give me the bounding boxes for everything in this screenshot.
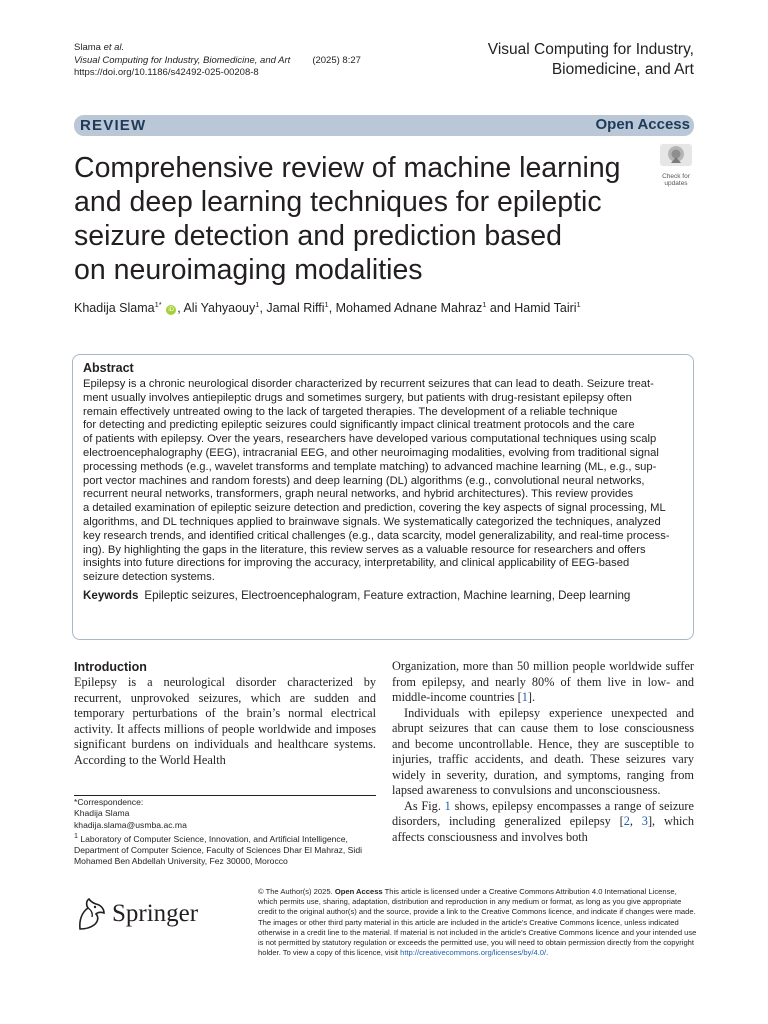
author-name: Ali Yahyaouy bbox=[183, 301, 256, 316]
intro-paragraph: Epilepsy is a neurological disorder characterized by recurrent, unprovoked seizures, which are sudden and temporary perturbations of the brain’s normal electrical activity. It affects millions of people worldwide and imposes significant burdens on individuals and healthcare systems. According to the World Health bbox=[74, 675, 376, 767]
license-statement: © The Author(s) 2025. Open Access This article is licensed under a Creative Commons Attribution 4.0 International License, which permits use, sharing, adaptation, distribution and reproduction in any medium or format, as long as you give appropriate credit to the original author(s) and the source, provide a link to the Creative Commons licence, and indicate if changes were made. The images or other third party material in this article are included in the article’s Creative Commons licence, unless indicated otherwise in a credit line to the material. If material is not included in the article’s Creative Commons licence and your intended use is not permitted by statutory regulation or exceeds the permitted use, you will need to obtain permission directly from the copyright holder. To view a copy of this licence, visit http://creativecommons.org/licenses/by/4.0/. bbox=[258, 887, 697, 958]
keywords-label: Keywords bbox=[83, 588, 139, 602]
abstract-line: electroencephalography (EEG), intracranial EEG, and other neuroimaging modalities, evolving from traditional signal bbox=[83, 446, 659, 459]
author-name: Mohamed Adnane Mahraz bbox=[335, 301, 483, 316]
author-affiliation-sup: 1 bbox=[255, 300, 260, 309]
abstract-text bbox=[83, 378, 683, 585]
abstract-line: a detailed examination of epileptic seizure detection and prediction, covering the key aspects of signal processing, ML bbox=[83, 502, 666, 515]
author-name: Hamid Tairi bbox=[514, 301, 577, 316]
abstract-line: for detecting and predicting epileptic seizures could significantly impact clinical treatment protocols and the care bbox=[83, 419, 635, 432]
citation-link[interactable]: 2 bbox=[623, 814, 630, 828]
citation-link[interactable]: 3 bbox=[641, 814, 648, 828]
journal-name: Visual Computing for Industry, Biomedicine, and Art bbox=[487, 41, 694, 78]
running-header-journal: Visual Computing for Industry, Biomedicine, and Art bbox=[74, 54, 291, 66]
intro-paragraph: As Fig. 1 shows, epilepsy encompasses a range of seizure disorders, including generalized epilepsy [2, 3], which affects consciousness and involves both bbox=[392, 798, 694, 844]
keywords-list: Epileptic seizures, Electroencephalogram, Feature extraction, Machine learning, Deep learning bbox=[144, 588, 631, 602]
correspondence-name: Khadija Slama bbox=[74, 808, 130, 819]
license-link[interactable]: http://creativecommons.org/licenses/by/4.0/ bbox=[400, 948, 547, 958]
running-header-authors: Slama et al. bbox=[74, 42, 125, 53]
body-column-left bbox=[74, 659, 376, 768]
abstract-line: processing methods (e.g., wavelet transforms and template matching) to advanced machine learning (ML, e.g., sup- bbox=[83, 460, 657, 473]
author-affiliation-sup: 1 bbox=[324, 300, 329, 309]
figure-link[interactable]: 1 bbox=[444, 798, 451, 813]
publisher-name: Springer bbox=[112, 900, 199, 927]
springer-horse-icon bbox=[74, 896, 108, 932]
abstract-line: Epilepsy is a chronic neurological disorder characterized by recurrent seizures that can lead to death. Seizure treat- bbox=[83, 378, 654, 390]
footnote-divider bbox=[74, 795, 376, 796]
author-list: Khadija Slama$^{1*}$ iD , Ali Yahyaouy$^1$, Jamal Riffi$^1$, Mohamed Adnane Mahraz$^1$ and Hamid Tairi$^1$ bbox=[74, 300, 581, 316]
citation-link[interactable]: 1 bbox=[521, 690, 528, 704]
abstract-line: ing). By highlighting the gaps in the literature, this review serves as a valuable resource for researchers and offers bbox=[83, 543, 646, 556]
orcid-icon[interactable]: iD bbox=[166, 305, 176, 315]
author-name: Khadija Slama bbox=[74, 301, 155, 316]
running-header-citation bbox=[74, 55, 361, 68]
check-for-updates-icon bbox=[659, 143, 693, 167]
abstract-line: remain effectively untreated owing to the lack of targeted therapies. The development of a reliable technique bbox=[83, 405, 618, 418]
running-header-year: (2025) 8:27 bbox=[312, 54, 361, 66]
running-header bbox=[74, 42, 361, 80]
running-header-doi[interactable]: https://doi.org/10.1186/s42492-025-00208-8 bbox=[74, 67, 259, 78]
correspondence-email[interactable]: khadija.slama@usmba.ac.ma bbox=[74, 819, 187, 830]
open-access-label: Open Access bbox=[595, 116, 690, 133]
publisher-logo bbox=[74, 896, 198, 932]
abstract-line: algorithms, and DL techniques applied to brainwave signals. We systematically categorized the techniques, analyzed bbox=[83, 515, 661, 528]
abstract-line: insights into future directions for improving the accuracy, interpretability, and clinical applicability of EEG-based bbox=[83, 557, 630, 570]
keywords bbox=[83, 588, 683, 604]
abstract-box bbox=[72, 354, 694, 640]
check-for-updates-badge[interactable] bbox=[656, 143, 696, 187]
author-affiliation-sup: 1* bbox=[154, 300, 162, 309]
section-heading-introduction: Introduction bbox=[74, 660, 147, 674]
correspondence-footnote: *Correspondence: Khadija Slama khadija.slama@usmba.ac.ma $^1$ Laboratory of Computer Science, Innovation, and Artificial Intelligence, Department of Computer Science, Faculty of Sciences Dhar El Mahraz, Sidi Mohamed Ben Abdellah University, Fez 30000, Morocco bbox=[74, 797, 376, 868]
abstract-line: port vector machines and random forests) and deep learning (DL) algorithms (e.g., convolutional neural networks, bbox=[83, 474, 645, 487]
abstract-line: seizure detection systems. bbox=[83, 571, 215, 584]
intro-paragraph: Organization, more than 50 million people worldwide suffer from epilepsy, and nearly 80% of them live in low- and middle-income countries [1]. bbox=[392, 659, 694, 704]
article-type-label: REVIEW bbox=[80, 117, 147, 134]
author-name: Jamal Riffi bbox=[266, 301, 325, 316]
license-open-access: Open Access bbox=[334, 887, 383, 896]
article-title: Comprehensive review of machine learning and deep learning techniques for epileptic seizure detection and prediction based on neuroimaging modalities bbox=[74, 152, 621, 286]
abstract-line: of patients with epilepsy. Over the years, researchers have developed various computational techniques using scalp bbox=[83, 433, 657, 446]
affiliation: $^1$ Laboratory of Computer Science, Innovation, and Artificial Intelligence, Department of Computer Science, Faculty of Sciences Dhar El Mahraz, Sidi Mohamed Ben Abdellah University, Fez 30000, Morocco bbox=[74, 831, 363, 867]
abstract-line: ment usually involves antiepileptic drugs and sometimes surgery, but patients with drug-resistant epilepsy often bbox=[83, 391, 632, 404]
intro-paragraph: Individuals with epilepsy experience unexpected and abrupt seizures that can cause them to lose consciousness and become uncontrollable. Hence, they are susceptible to injuries, traffic accidents, and death. These seizures vary widely in severity, duration, and symptoms, ranging from lapsed awareness to convulsions and unconsciousness. bbox=[392, 705, 694, 797]
author-affiliation-sup: 1 bbox=[482, 300, 487, 309]
body-column-right bbox=[392, 659, 694, 845]
abstract-line: recurrent neural networks, transformers, graph neural networks, and hybrid architectures). This review provides bbox=[83, 488, 634, 501]
abstract-line: key research trends, and identified critical challenges (e.g., data scarcity, model generalizability, and real-time process- bbox=[83, 529, 670, 542]
author-affiliation-sup: 1 bbox=[576, 300, 581, 309]
check-for-updates-label: Check for updates bbox=[662, 173, 690, 187]
abstract-heading: Abstract bbox=[83, 361, 134, 375]
